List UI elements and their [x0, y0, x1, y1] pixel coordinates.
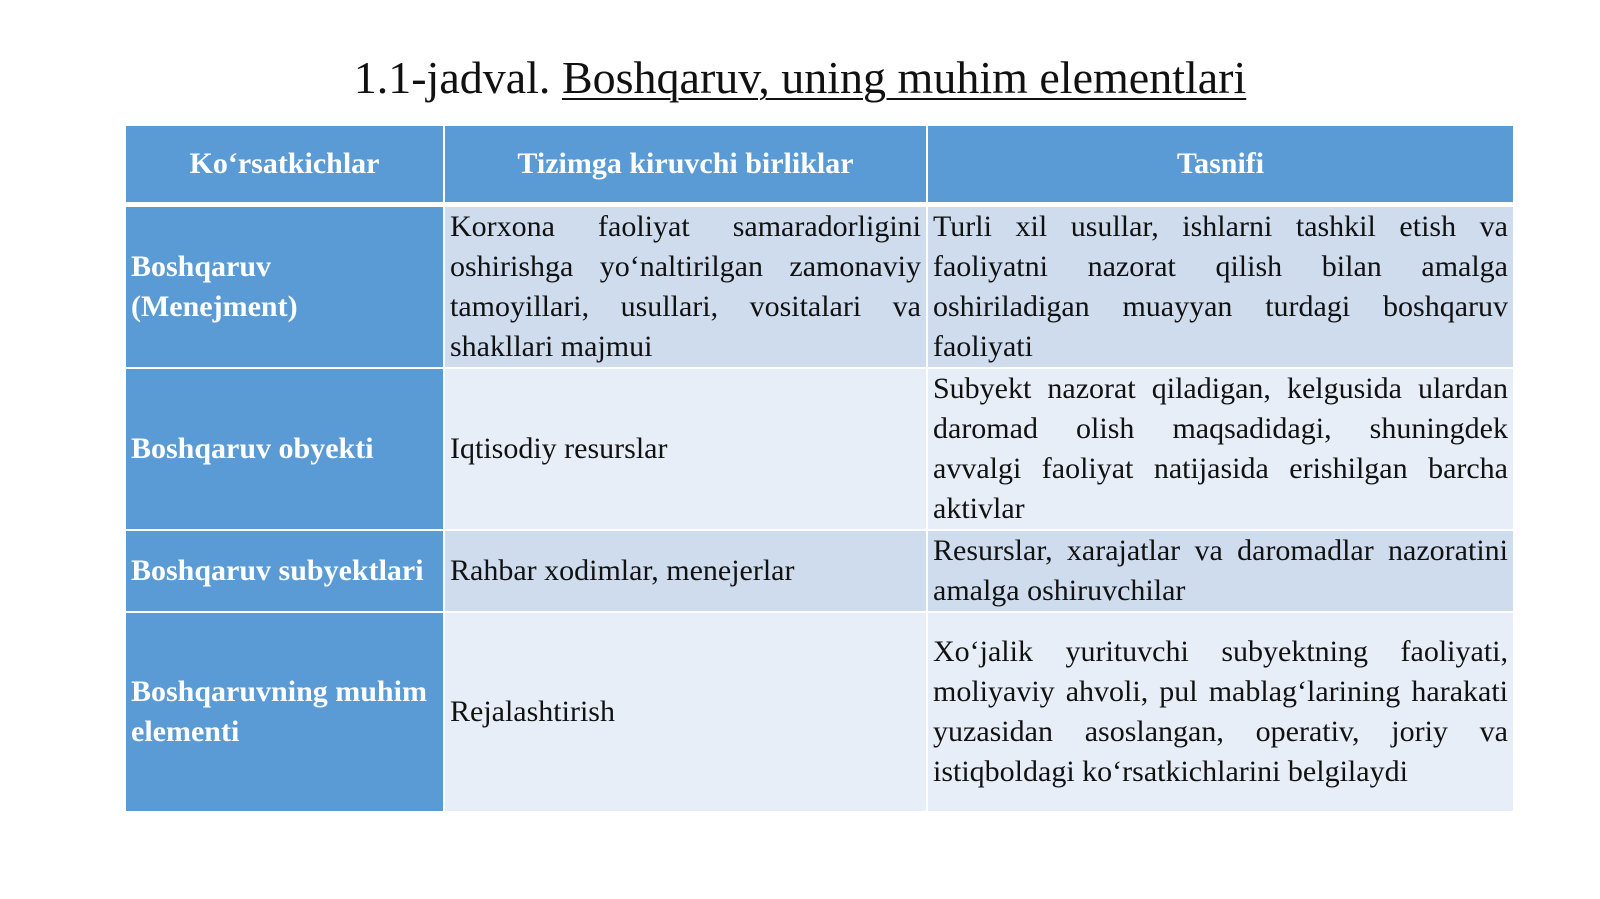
- caption-prefix: 1.1-jadval.: [353, 52, 562, 103]
- row-description: Turli xil usullar, ishlarni tashkil etish va faoliyatni nazorat qilish bilan amalga oshiriladigan muayyan turdagi boshqaruv faoliyati: [927, 205, 1513, 369]
- table-header: [126, 126, 1513, 205]
- row-units: Iqtisodiy resurslar: [444, 368, 927, 530]
- row-label: Boshqaruv subyektlari: [126, 530, 444, 612]
- header-indicators: Ko‘rsatkichlar: [126, 126, 444, 205]
- elements-table: [126, 126, 1513, 811]
- header-description: Tasnifi: [927, 126, 1513, 205]
- row-description: Resurslar, xarajatlar va daromadlar nazoratini amalga oshiruvchilar: [927, 530, 1513, 612]
- caption-title: Boshqaruv, uning muhim elementlari: [561, 52, 1247, 103]
- row-label: Boshqaruv (Menejment): [126, 205, 444, 369]
- row-description: Subyekt nazorat qiladigan, kelgusida ulardan daromad olish maqsadidagi, shuningdek avvalgi faoliyat natijasida erishilgan barcha aktivlar: [927, 368, 1513, 530]
- header-row: [126, 126, 1513, 205]
- table-row: [126, 205, 1513, 369]
- row-label: Boshqaruv obyekti: [126, 368, 444, 530]
- table-row: [126, 612, 1513, 811]
- row-units: Rahbar xodimlar, menejerlar: [444, 530, 927, 612]
- table-body: [126, 205, 1513, 812]
- row-label: Boshqaruvning muhim elementi: [126, 612, 444, 811]
- row-units: Korxona faoliyat samaradorligini oshirishga yo‘naltirilgan zamonaviy tamoyillari, usullari, vositalari va shakllari majmui: [444, 205, 927, 369]
- table-row: [126, 530, 1513, 612]
- table-caption: [0, 48, 1600, 108]
- header-units: Tizimga kiruvchi birliklar: [444, 126, 927, 205]
- row-description: Xo‘jalik yurituvchi subyektning faoliyati, moliyaviy ahvoli, pul mablag‘larining harakati yuzasidan asoslangan, operativ, joriy va istiqboldagi ko‘rsatkichlarini belgilaydi: [927, 612, 1513, 811]
- table-row: [126, 368, 1513, 530]
- row-units: Rejalashtirish: [444, 612, 927, 811]
